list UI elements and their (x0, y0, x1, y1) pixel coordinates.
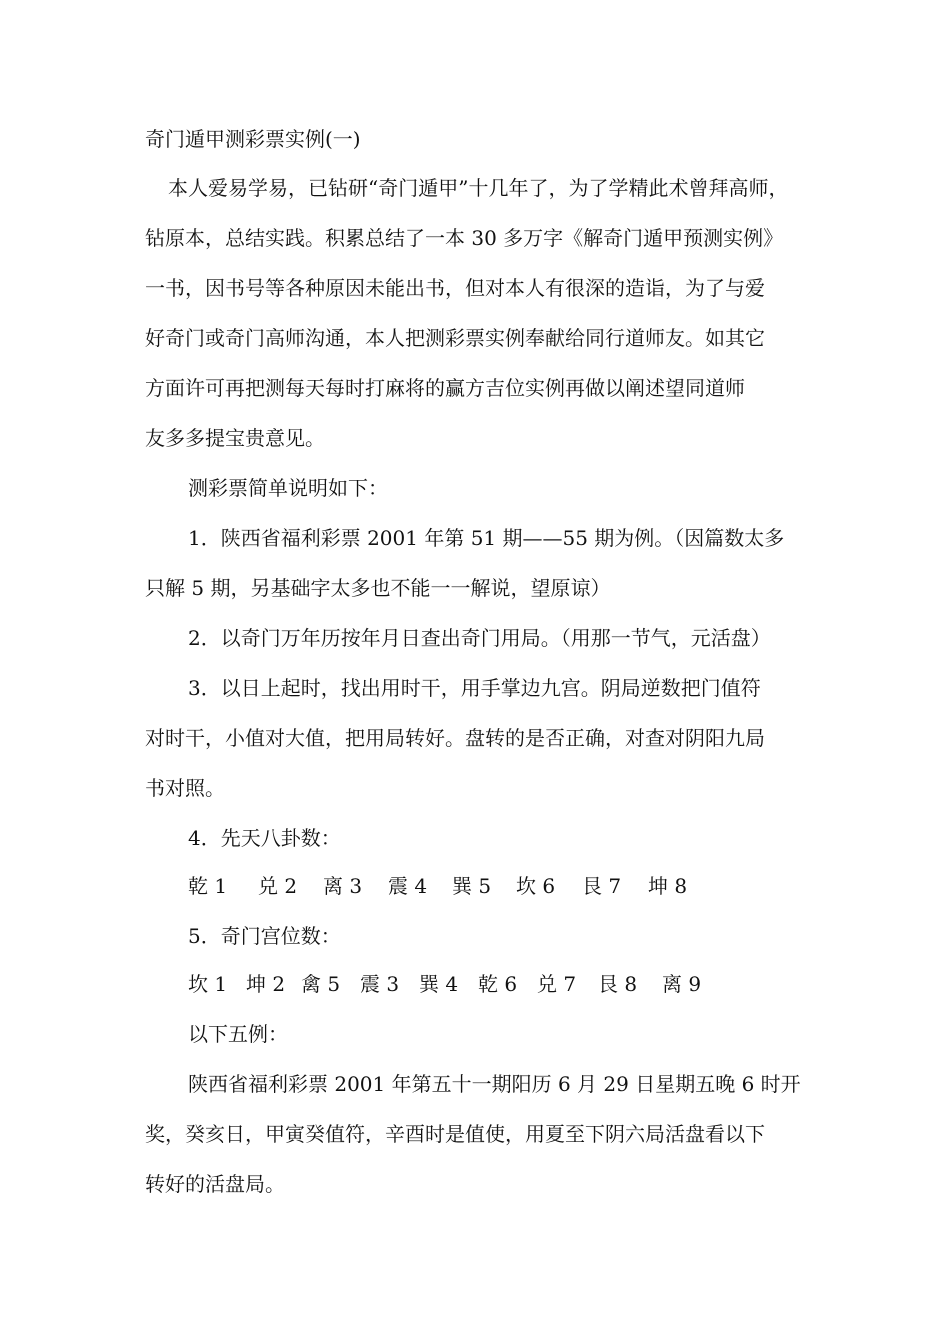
bagua-number: 乾 1 (188, 874, 228, 898)
intro-line-1: 本人爱易学易，已钻研“奇门遁甲”十几年了，为了学精此术曾拜高师， (168, 176, 789, 200)
document-title: 奇门遁甲测彩票实例(一) (145, 127, 361, 151)
bagua-number: 震 4 (388, 874, 428, 898)
palace-number: 离 9 (662, 972, 702, 996)
palace-number: 艮 8 (598, 972, 638, 996)
example1-line-1: 陕西省福利彩票 2001 年第五十一期阳历 6 月 29 日星期五晚 6 时开 (188, 1072, 801, 1096)
item3-line-3: 书对照。 (145, 776, 225, 800)
item2-line: 2．以奇门万年历按年月日查出奇门用局。（用那一节气，元活盘） (188, 626, 771, 650)
example1-line-3: 转好的活盘局。 (145, 1172, 285, 1196)
example1-line-2: 奖，癸亥日，甲寅癸值符，辛酉时是值使，用夏至下阴六局活盘看以下 (145, 1122, 765, 1146)
palace-number: 禽 5 (301, 972, 341, 996)
item5-heading: 5．奇门宫位数： (188, 924, 341, 948)
bagua-number: 巽 5 (452, 874, 492, 898)
palace-number: 震 3 (360, 972, 400, 996)
intro-line-5: 方面许可再把测每天每时打麻将的赢方吉位实例再做以阐述望同道师 (145, 376, 745, 400)
bagua-number: 艮 7 (582, 874, 622, 898)
item3-line-1: 3．以日上起时，找出用时干，用手掌边九宫。阴局逆数把门值符 (188, 676, 761, 700)
instructions-heading: 测彩票简单说明如下： (188, 476, 388, 500)
bagua-number: 坎 6 (516, 874, 556, 898)
bagua-number: 坤 8 (648, 874, 688, 898)
palace-number: 坤 2 (246, 972, 286, 996)
bagua-number: 离 3 (323, 874, 363, 898)
palace-number: 乾 6 (478, 972, 518, 996)
intro-line-2: 钻原本，总结实践。积累总结了一本 30 多万字《解奇门遁甲预测实例》 (145, 226, 784, 250)
intro-line-4: 好奇门或奇门高师沟通，本人把测彩票实例奉献给同行道师友。如其它 (145, 326, 765, 350)
item3-line-2: 对时干，小值对大值，把用局转好。盘转的是否正确，对查对阴阳九局 (145, 726, 765, 750)
examples-heading: 以下五例： (188, 1022, 288, 1046)
item1-line-2: 只解 5 期，另基础字太多也不能一一解说，望原谅） (145, 576, 611, 600)
bagua-number: 兑 2 (258, 874, 298, 898)
item1-line-1: 1．陕西省福利彩票 2001 年第 51 期——55 期为例。（因篇数太多 (188, 526, 785, 550)
palace-number: 巽 4 (419, 972, 459, 996)
palace-number: 兑 7 (537, 972, 577, 996)
item4-heading: 4．先天八卦数： (188, 826, 341, 850)
palace-number: 坎 1 (188, 972, 228, 996)
intro-line-3: 一书，因书号等各种原因未能出书，但对本人有很深的造诣，为了与爱 (145, 276, 765, 300)
intro-line-6: 友多多提宝贵意见。 (145, 426, 325, 450)
